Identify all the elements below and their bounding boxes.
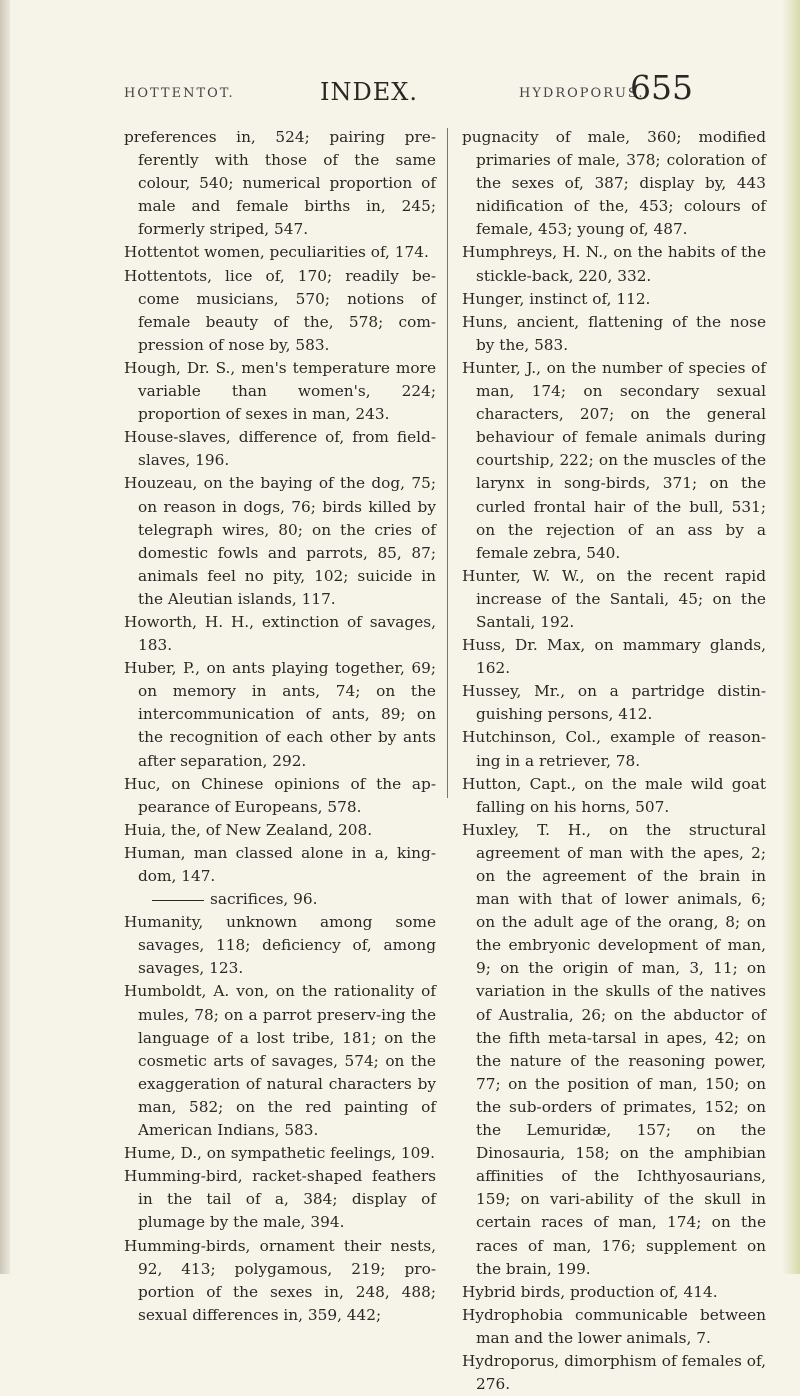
index-entry [462, 126, 766, 241]
index-entry [462, 311, 766, 357]
index-entry [124, 1235, 436, 1327]
index-entry [462, 357, 766, 565]
index-entry-text: Hybrid birds, production of, 414. [462, 1282, 718, 1301]
index-entry-text: pugnacity of male, 360; modified primaries of male, 378; coloration of the sexes of, 387; display by, 443 nidification of the, 453; colours of female, 453; young of, 487. [462, 128, 766, 239]
index-column-right [462, 126, 766, 1396]
index-entry [124, 1142, 436, 1165]
index-entry [462, 1350, 766, 1396]
running-head-center: INDEX. [320, 78, 418, 106]
index-entry-text: Hussey, Mr., on a partridge distin-guishing persons, 412. [462, 682, 766, 724]
index-entry-text: Hydroporus, dimorphism of females of, 276. [462, 1351, 766, 1394]
page-right-edge [782, 0, 800, 1274]
column-divider [447, 128, 448, 798]
index-entry-text: Huss, Dr. Max, on mammary glands, 162. [462, 636, 766, 678]
index-entry [462, 241, 766, 287]
index-entry [462, 1281, 766, 1304]
index-entry [462, 819, 766, 1281]
index-entry-text: Hottentot women, peculiarities of, 174. [124, 243, 429, 262]
index-entry-text: House-slaves, difference of, from field-slaves, 196. [124, 428, 436, 470]
index-entry-text: Hume, D., on sympathetic feelings, 109. [124, 1144, 435, 1163]
index-entry-text: Hunger, instinct of, 112. [462, 289, 651, 308]
index-entry-text: Hunter, J., on the number of species of man, 174; on secondary sexual characters, 207; on the general behaviour of female animals during courtship, 222; on the muscles of the larynx in song-birds, 371; on the curled frontal hair of the bull, 531; on the rejection of an ass by a female zebra, 540. [462, 358, 766, 562]
index-entry [462, 1304, 766, 1350]
index-entry [462, 773, 766, 819]
index-entry [124, 241, 436, 264]
index-entry [124, 773, 436, 819]
index-entry-text: Humming-bird, racket-shaped feathers in the tail of a, 384; display of plumage by the male, 394. [124, 1167, 436, 1232]
index-entry-text: Huber, P., on ants playing together, 69; on memory in ants, 74; on the intercommunication of ants, 89; on the recognition of each other by ants after separation, 292. [124, 659, 436, 770]
index-entry-text: sacrifices, 96. [210, 890, 318, 909]
index-entry [124, 819, 436, 842]
running-header [124, 66, 714, 110]
index-entry [462, 680, 766, 726]
index-column-left [124, 126, 436, 1327]
index-entry-text: Hunter, W. W., on the recent rapid increase of the Santali, 45; on the Santali, 192. [462, 566, 766, 631]
index-entry-text: Hough, Dr. S., men's temperature more variable than women's, 224; proportion of sexes in man, 243. [124, 358, 436, 424]
index-entry [124, 611, 436, 657]
index-entry-text: Humboldt, A. von, on the rationality of mules, 78; on a parrot preserv-ing the language of a lost tribe, 181; on the cosmetic arts of savages, 574; on the exaggeration of natural characters by man, 582; on the red painting of American Indians, 583. [124, 982, 436, 1140]
index-entry-text: Huia, the, of New Zealand, 208. [124, 820, 373, 839]
index-entry [124, 1165, 436, 1234]
index-entry [462, 288, 766, 311]
index-entry [124, 842, 436, 888]
index-entry [124, 911, 436, 980]
page-number: 655 [630, 68, 693, 107]
index-entry-text: Humming-birds, ornament their nests, 92, 413; polygamous, 219; pro-portion of the sexes in, 248, 488; sexual differences in, 359, 442; [124, 1236, 436, 1324]
index-entry-text: Huxley, T. H., on the structural agreement of man with the apes, 2; on the agreement of the brain in man with that of lower animals, 6; on the adult age of the orang, 8; on the embryonic development of man, 9; on the origin of man, 3, 11; on variation in the skulls of the natives of Australia, 26; on the abductor of the fifth meta-tarsal in apes, 42; on the nature of the reasoning power, 77; on the position of man, 150; on the sub-orders of primates, 152; on the Lemuridæ, 157; on the Dinosauria, 158; on the amphibian affinities of the Ichthyosaurians, 159; on vari-ability of the skull in certain races of man, 174; on the races of man, 176; supplement on the brain, 199. [462, 820, 766, 1278]
index-entry-text: Howorth, H. H., extinction of savages, 183. [124, 612, 436, 655]
index-entry-text: Huns, ancient, flattening of the nose by the, 583. [462, 312, 766, 354]
ditto-dash [152, 900, 204, 901]
index-entry-text: Hutchinson, Col., example of reason-ing in a retriever, 78. [462, 728, 766, 770]
index-entry-text: Houzeau, on the baying of the dog, 75; on reason in dogs, 76; birds killed by telegraph wires, 80; on the cries of domestic fowls and parrots, 85, 87; animals feel no pity, 102; suicide in the Aleutian islands, 117. [124, 474, 436, 608]
index-entry [124, 426, 436, 472]
index-entry [124, 265, 436, 357]
index-entry [462, 565, 766, 634]
index-entry-text: Humphreys, H. N., on the habits of the stickle-back, 220, 332. [462, 243, 766, 285]
index-entry-text: Humanity, unknown among some savages, 118; deficiency of, among savages, 123. [124, 913, 436, 978]
index-entry-text: Hydrophobia communicable between man and the lower animals, 7. [462, 1305, 766, 1347]
index-entry-text: Hutton, Capt., on the male wild goat falling on his horns, 507. [462, 774, 766, 816]
index-entry [124, 980, 436, 1142]
page-binding-edge [0, 0, 10, 1274]
index-entry [462, 634, 766, 680]
index-entry [124, 472, 436, 611]
index-entry [462, 726, 766, 772]
index-entry [124, 126, 436, 241]
running-head-right: HYDROPORUS. [519, 86, 645, 101]
index-entry-text: preferences in, 524; pairing pre-ferently with those of the same colour, 540; numerical proportion of male and female births in, 245; formerly striped, 547. [124, 128, 436, 239]
index-entry-text: Hottentots, lice of, 170; readily be-come musicians, 570; notions of female beauty of the, 578; com-pression of nose by, 583. [124, 266, 436, 354]
index-entry-text: Huc, on Chinese opinions of the ap-pearance of Europeans, 578. [124, 774, 436, 816]
index-entry-text: Human, man classed alone in a, king-dom, 147. [124, 843, 436, 885]
index-entry [124, 657, 436, 772]
index-entry [124, 357, 436, 426]
running-head-left: HOTTENTOT. [124, 86, 235, 101]
index-entry [124, 888, 436, 911]
